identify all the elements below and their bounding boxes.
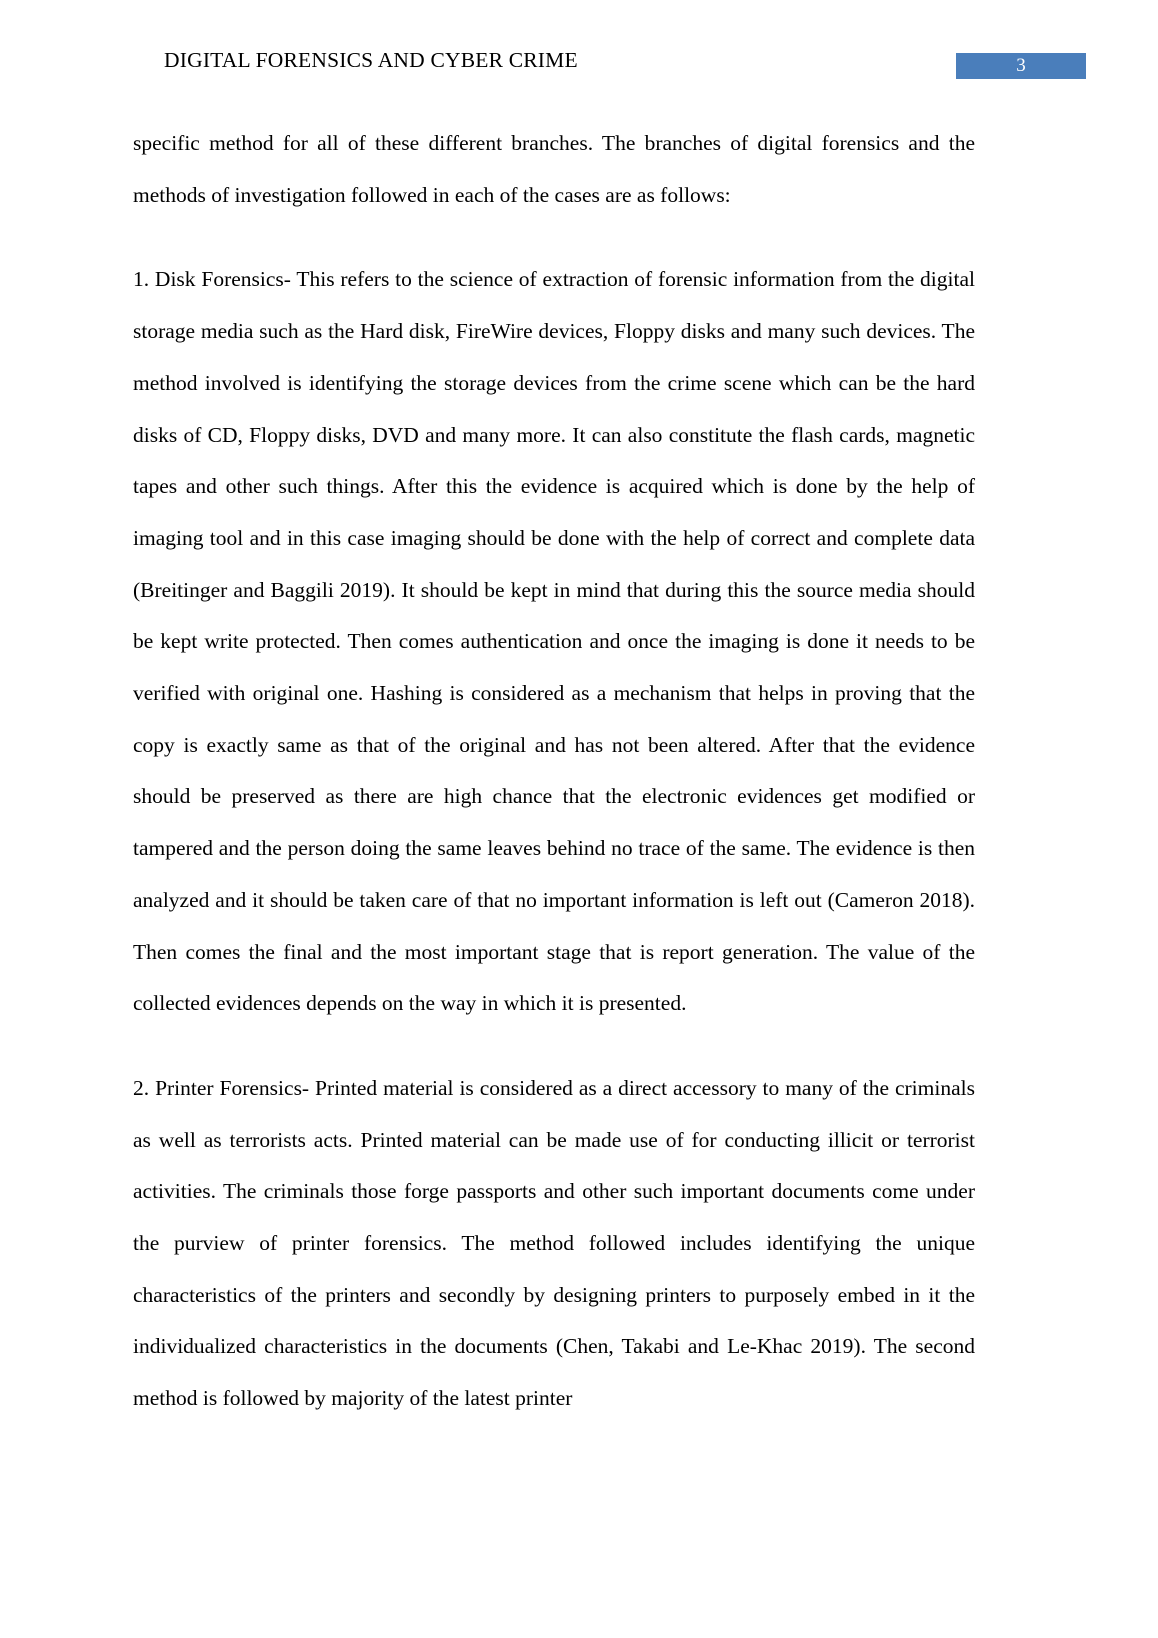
body-paragraph: 1. Disk Forensics- This refers to the science of extraction of forensic information from the digital storage media such as the Hard disk, FireWire devices, Floppy disks and many such devices. The method involved is identifying the storage devices from the crime scene which can be the hard disks of CD, Floppy disks, DVD and many more. It can also constitute the flash cards, magnetic tapes and other such things. After this the evidence is acquired which is done by the help of imaging tool and in this case imaging should be done with the help of correct and complete data (Breitinger and Baggili 2019). It should be kept in mind that during this the source media should be kept write protected. Then comes authentication and once the imaging is done it needs to be verified with original one. Hashing is considered as a mechanism that helps in proving that the copy is exactly same as that of the original and has not been altered. After that the evidence should be preserved as there are high chance that the electronic evidences get modified or tampered and the person doing the same leaves behind no trace of the same. The evidence is then analyzed and it should be taken care of that no important information is left out (Cameron 2018). Then comes the final and the most important stage that is report generation. The value of the collected evidences depends on the way in which it is presented. (133, 267, 975, 1016)
page-number-badge (956, 53, 1086, 79)
header-title: DIGITAL FORENSICS AND CYBER CRIME (164, 48, 578, 72)
body-paragraph: specific method for all of these different branches. The branches of digital forensics and the methods of investigation followed in each of the cases are as follows: (133, 131, 975, 207)
document-body (133, 118, 975, 1425)
page-header (0, 48, 1158, 88)
page-number: 3 (1016, 55, 1026, 76)
body-paragraph: 2. Printer Forensics- Printed material is considered as a direct accessory to many of the criminals as well as terrorists acts. Printed material can be made use of for conducting illicit or terrorist activities. The criminals those forge passports and other such important documents come under the purview of printer forensics. The method followed includes identifying the unique characteristics of the printers and secondly by designing printers to purposely embed in it the individualized characteristics in the documents (Chen, Takabi and Le-Khac 2019). The second method is followed by majority of the latest printer (133, 1075, 975, 1411)
